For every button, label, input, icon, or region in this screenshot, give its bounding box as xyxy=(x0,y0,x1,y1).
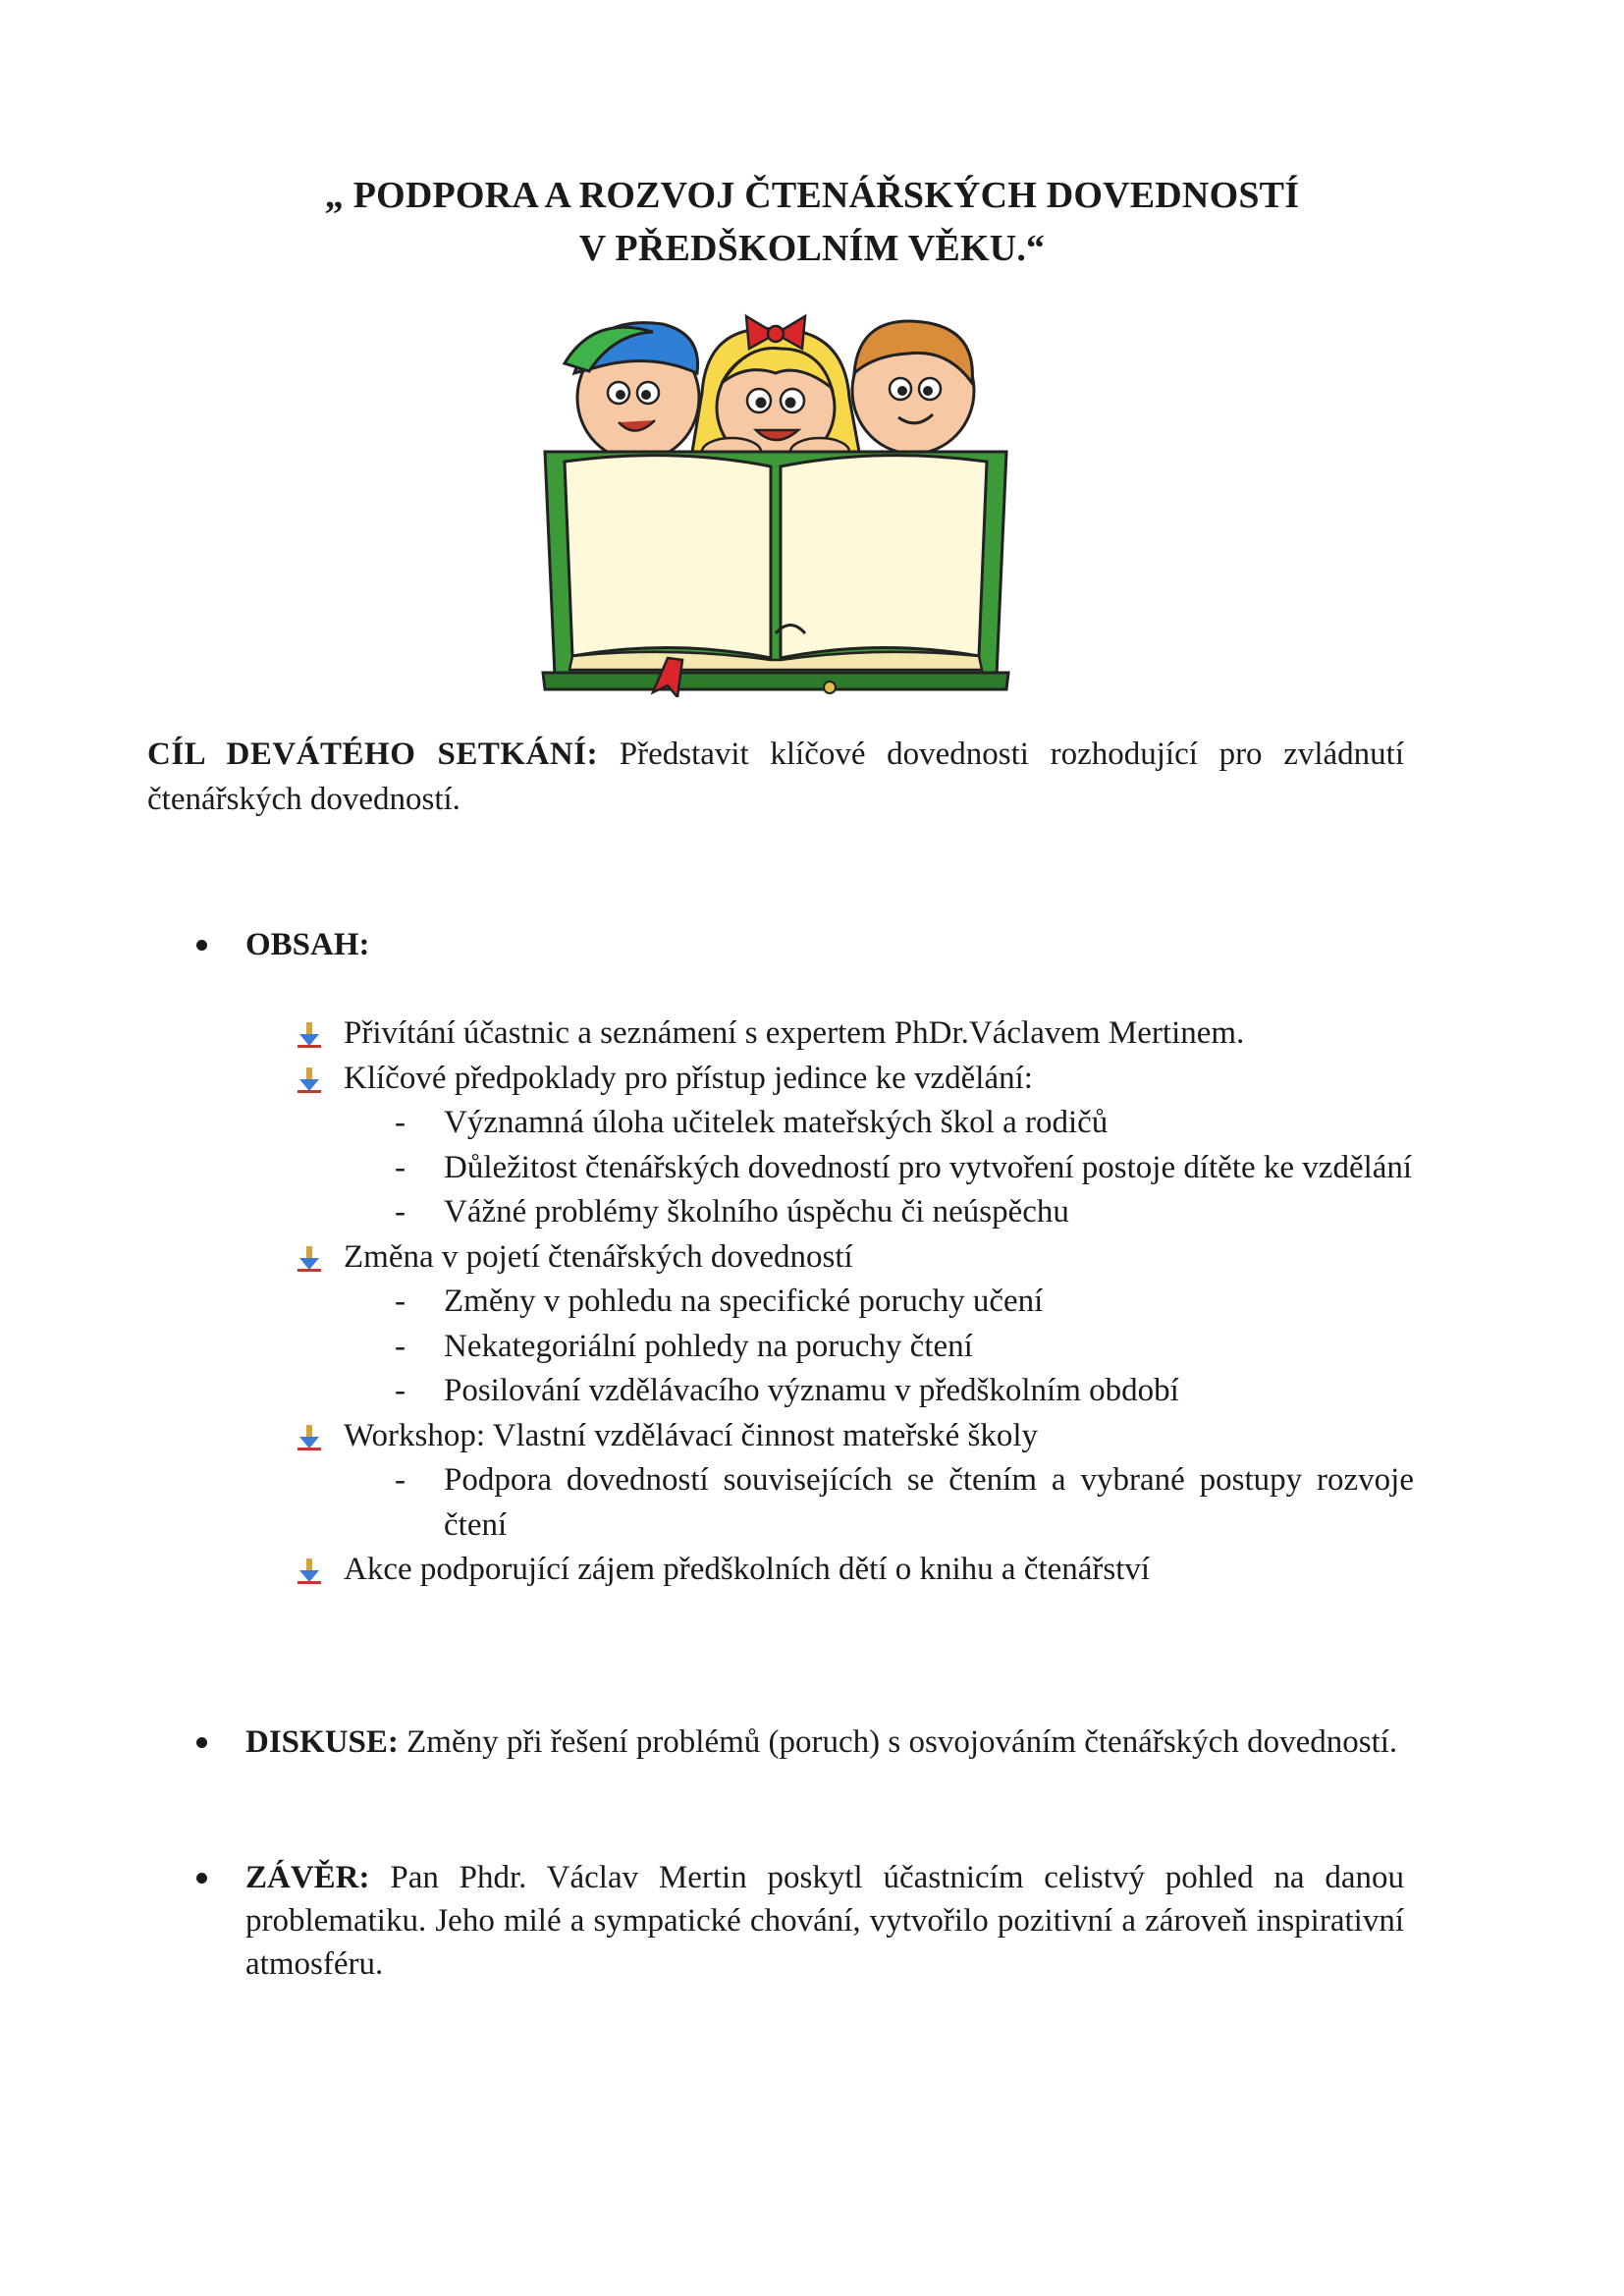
content-subitem-text: Posilování vzdělávacího významu v předškolním období xyxy=(444,1373,1179,1408)
content-subitem-text: Nekategoriální pohledy na poruchy čtení xyxy=(444,1328,973,1364)
arrow-down-bullet-icon xyxy=(295,1066,324,1095)
content-subitem xyxy=(295,1101,1414,1146)
discussion-paragraph xyxy=(147,1721,1404,1764)
content-subitem xyxy=(295,1146,1414,1191)
content-item xyxy=(295,1548,1414,1593)
content-heading xyxy=(147,923,1404,966)
bullet-dot xyxy=(196,1737,207,1748)
dash-marker: - xyxy=(395,1194,406,1230)
content-item xyxy=(295,1057,1414,1102)
conclusion-text: Pan Phdr. Václav Mertin poskytl účastnicím celistvý pohled na danou problematiku. Jeho milé a sympatické chování, vytvořilo pozitivní a zároveň inspirativní atmosféru. xyxy=(245,1860,1405,1982)
conclusion-paragraph xyxy=(147,1856,1404,1986)
content-subitem-text: Změny v pohledu na specifické poruchy učení xyxy=(444,1284,1044,1319)
content-item-text: Workshop: Vlastní vzdělávací činnost mateřské školy xyxy=(344,1417,1039,1453)
title-line-2: V PŘEDŠKOLNÍM VĚKU.“ xyxy=(578,228,1046,269)
discussion-text: Změny při řešení problémů (poruch) s osvojováním čtenářských dovedností. xyxy=(406,1724,1398,1760)
content-list xyxy=(295,1011,1414,1593)
content-label: OBSAH: xyxy=(245,927,370,962)
content-item-text: Přivítání účastnic a seznámení s expertem PhDr.Václavem Mertinem. xyxy=(344,1015,1245,1051)
document-title xyxy=(0,169,1624,275)
children-reading-book-illustration xyxy=(535,304,1016,697)
content-item-text: Akce podporující zájem předškolních dětí o knihu a čtenářství xyxy=(344,1552,1151,1587)
dash-marker: - xyxy=(395,1462,406,1498)
arrow-down-bullet-icon xyxy=(295,1244,324,1274)
content-item-text: Změna v pojetí čtenářských dovedností xyxy=(344,1238,853,1275)
content-subitem-text: Podpora dovedností souvisejících se čtením a vybrané postupy rozvoje čtení xyxy=(444,1462,1414,1543)
bullet-dot xyxy=(196,940,207,951)
conclusion-label: ZÁVĚR: xyxy=(245,1860,370,1895)
title-line-1: „ PODPORA A ROZVOJ ČTENÁŘSKÝCH DOVEDNOSTÍ xyxy=(324,175,1300,216)
goal-text: Představit klíčové dovednosti rozhodující pro zvládnutí čtenářských dovedností. xyxy=(147,737,1405,817)
dash-marker: - xyxy=(395,1328,406,1364)
goal-paragraph xyxy=(147,732,1404,822)
content-subitem xyxy=(295,1190,1414,1235)
arrow-down-bullet-icon xyxy=(295,1557,324,1586)
goal-label: CÍL DEVÁTÉHO SETKÁNÍ: xyxy=(147,737,599,772)
dash-marker: - xyxy=(395,1373,406,1408)
content-subitem xyxy=(295,1458,1414,1548)
content-item xyxy=(295,1011,1414,1057)
content-subitem-text: Významná úloha učitelek mateřských škol a rodičů xyxy=(444,1105,1109,1140)
content-subitem xyxy=(295,1369,1414,1414)
dash-marker: - xyxy=(395,1105,406,1140)
arrow-down-bullet-icon xyxy=(295,1020,324,1050)
arrow-down-bullet-icon xyxy=(295,1423,324,1452)
content-subitem xyxy=(295,1280,1414,1325)
bullet-dot xyxy=(196,1873,207,1884)
content-item xyxy=(295,1235,1414,1281)
content-subitem-text: Vážné problémy školního úspěchu či neúspěchu xyxy=(444,1194,1069,1230)
dash-marker: - xyxy=(395,1284,406,1319)
content-subitem-text: Důležitost čtenářských dovedností pro vytvoření postoje dítěte ke vzdělání xyxy=(444,1149,1413,1185)
dash-marker: - xyxy=(395,1149,406,1185)
content-subitem xyxy=(295,1325,1414,1370)
content-item-text: Klíčové předpoklady pro přístup jedince ke vzdělání: xyxy=(344,1060,1033,1096)
content-item xyxy=(295,1414,1414,1459)
discussion-label: DISKUSE: xyxy=(245,1724,399,1760)
